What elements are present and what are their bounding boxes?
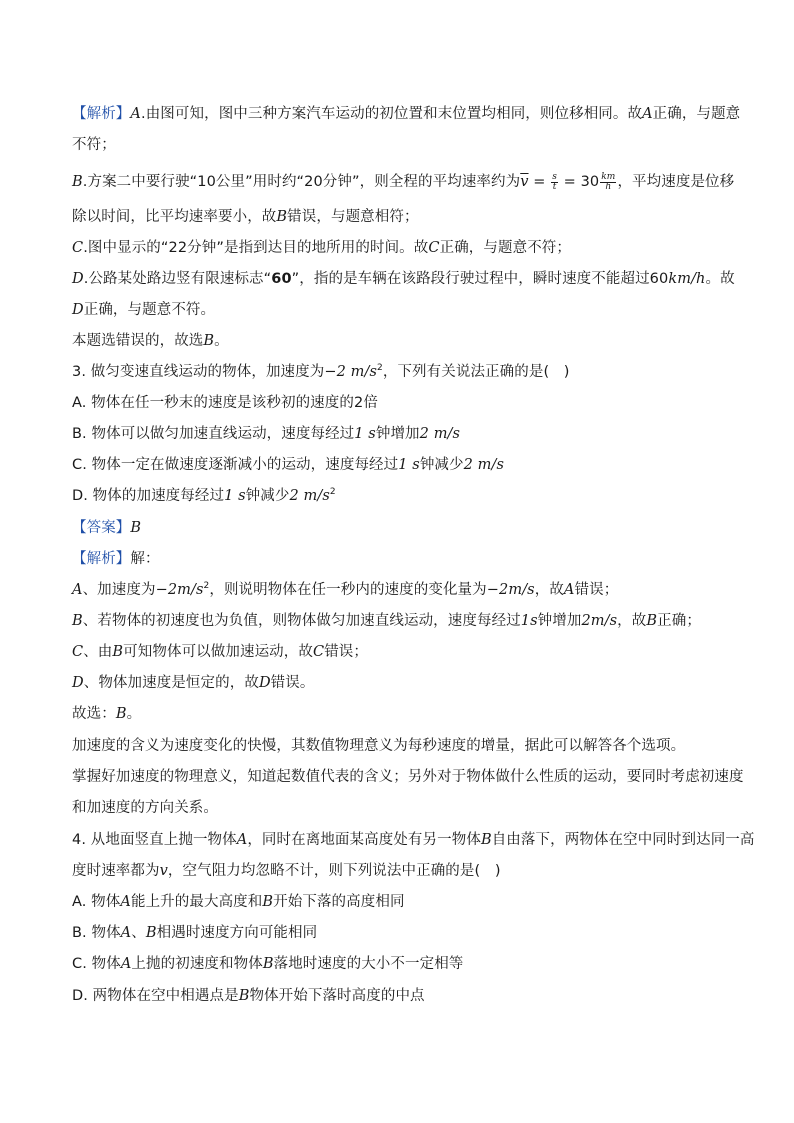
analysis-line-6: D.公路某处路边竖有限速标志“60”，指的是车辆在该路段行驶过程中，瞬时速度不能超过60km/h。故 [72,271,735,287]
question-4-stem-1: 4. 从地面竖直上抛一物体A，同时在离地面某高度处有另一物体B自由落下，两物体在空中同时到达同一高 [72,832,755,848]
question-4-option-b: B. 物体A、B相遇时速度方向可能相同 [72,925,318,941]
analysis-line-8: 本题选错误的，故选B。 [72,333,229,349]
question-3-option-a: A. 物体在任一秒末的速度是该秒初的速度的2倍 [72,395,378,411]
analysis-line-4: 除以时间，比平均速率要小，故B错误，与题意相符； [72,209,419,225]
question-3-analysis-a: A、加速度为$-2m/s^2$，则说明物体在任一秒内的速度的变化量为−2m/s，故A错误； [72,581,619,598]
question-3-analysis-b: B、若物体的初速度也为负值，则物体做匀加速直线运动，速度每经过1s钟增加2m/s，故B正确； [72,613,701,629]
question-3-answer: 【答案】B [72,520,142,536]
question-3-note-1: 加速度的含义为速度变化的快慢，其数值物理意义为每秒速度的增量，据此可以解答各个选项。 [72,738,686,754]
analysis-line-2: 不符； [72,137,116,153]
question-3-stem: 3. 做匀变速直线运动的物体，加速度为−2 $m/s^2$，下列有关说法正确的是( ) [72,363,570,380]
question-4-stem-2: 度时速率都为v，空气阻力均忽略不计，则下列说法中正确的是( ) [72,863,501,879]
question-3-analysis-c: C、由B可知物体可以做加速运动，故C错误； [72,644,368,660]
question-4-option-c: C. 物体A上抛的初速度和物体B落地时速度的大小不一定相等 [72,956,464,972]
question-3-analysis-d: D、物体加速度是恒定的，故D错误。 [72,675,315,691]
question-3-option-d: D. 物体的加速度每经过1 s钟减少2 $m/s^2$ [72,487,336,504]
analysis-line-1: 【解析】A.由图可知，图中三种方案汽车运动的初位置和末位置均相同，则位移相同。故A正确，与题意 [72,106,741,122]
fraction-km-over-h: $\frac{km}{h}$ [601,171,616,192]
question-3-conclusion: 故选：B。 [72,706,142,722]
analysis-line-7: D正确，与题意不符。 [72,302,216,318]
question-4-option-a: A. 物体A能上升的最大高度和B开始下落的高度相同 [72,894,405,910]
question-3-option-b: B. 物体可以做匀加速直线运动，速度每经过1 s钟增加2 m/s [72,426,461,442]
analysis-line-5: C.图中显示的“22分钟”是指到达目的地所用的时间。故C正确，与题意不符； [72,240,571,256]
analysis-line-3: B.方案二中要行驶“10公里”用时约“20分钟”，则全程的平均速率约为$\overline{v}$ = $\frac{s}{t}$ = 30 $\frac{km}{h}$ ，平均速度是位移 [72,171,735,192]
question-4-option-d: D. 两物体在空中相遇点是B物体开始下落时高度的中点 [72,988,425,1004]
analysis-tag: 【解析】 [72,106,131,122]
question-3-note-3: 和加速度的方向关系。 [72,800,218,816]
question-3-note-2: 掌握好加速度的物理意义，知道起数值代表的含义；另外对于物体做什么性质的运动，要同时考虑初速度 [72,769,744,785]
question-3-analysis-head: 【解析】解： [72,551,160,567]
fraction-s-over-t: $\frac{s}{t}$ [552,171,557,192]
answer-tag: 【答案】 [72,520,131,536]
question-3-option-c: C. 物体一定在做速度逐渐减小的运动，速度每经过1 s钟减少2 m/s [72,457,505,473]
